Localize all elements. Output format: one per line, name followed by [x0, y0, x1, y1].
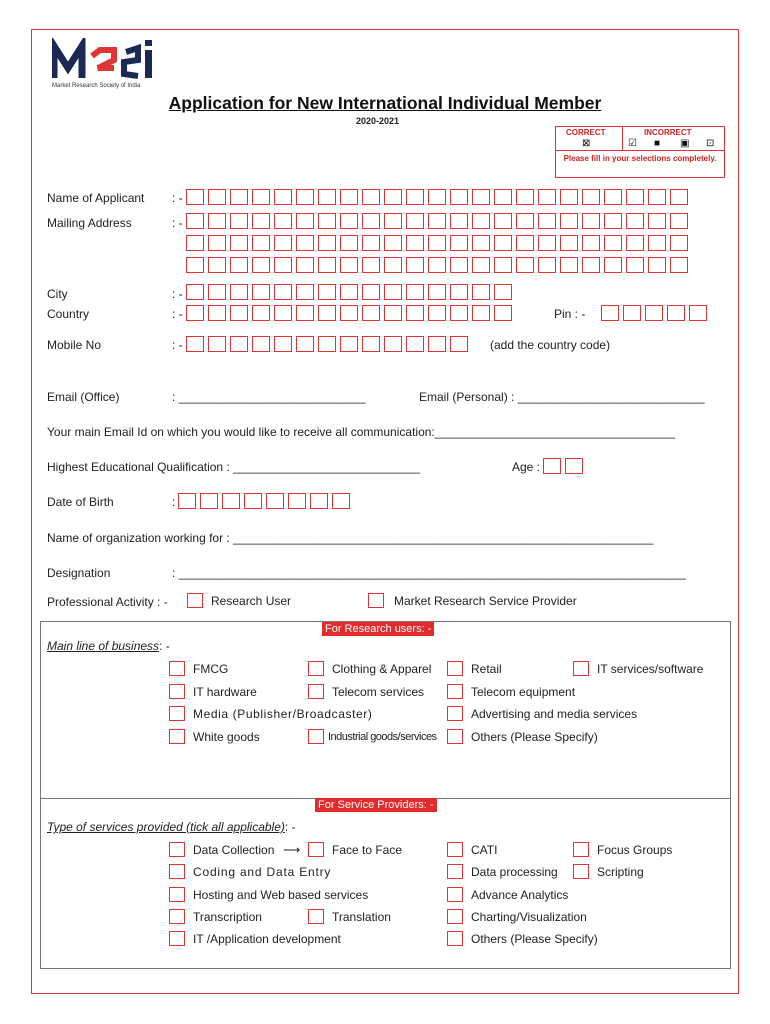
option-transcription[interactable]: [169, 909, 262, 924]
form-title: Application for New International Individual Member: [168, 93, 602, 113]
dob-label: Date of Birth: [47, 495, 114, 509]
char-box[interactable]: [472, 235, 490, 251]
research-user-label: Research User: [211, 593, 292, 608]
char-box[interactable]: [604, 189, 622, 205]
char-box[interactable]: [626, 213, 644, 229]
checkbox[interactable]: [447, 887, 463, 902]
country-label: Country: [47, 307, 90, 321]
checkbox[interactable]: [308, 842, 324, 857]
char-box[interactable]: [670, 235, 688, 251]
option-label: Translation: [332, 909, 391, 924]
mailing-input-line-1[interactable]: [186, 213, 688, 229]
option-label: Scripting: [597, 864, 644, 879]
char-box[interactable]: [450, 305, 468, 321]
dot-square-icon: ⊡: [706, 138, 715, 149]
char-box[interactable]: [274, 284, 292, 300]
checkbox[interactable]: [169, 684, 185, 699]
char-box[interactable]: [450, 336, 468, 352]
option-others-services[interactable]: [447, 931, 598, 946]
char-box[interactable]: [186, 189, 204, 205]
char-box[interactable]: [406, 336, 424, 352]
char-box[interactable]: [406, 189, 424, 205]
option-fmcg[interactable]: [169, 661, 228, 676]
char-box[interactable]: [266, 493, 284, 509]
char-box[interactable]: [340, 189, 358, 205]
char-box[interactable]: [450, 284, 468, 300]
mobile-input[interactable]: [186, 336, 468, 352]
service-provider-checkbox[interactable]: [368, 593, 384, 608]
char-box[interactable]: [296, 305, 314, 321]
designation-input[interactable]: : ____________________________________________________________________________: [172, 566, 686, 580]
char-box[interactable]: [208, 257, 226, 273]
char-box[interactable]: [538, 213, 556, 229]
char-box[interactable]: [582, 235, 600, 251]
char-box[interactable]: [516, 235, 534, 251]
research-user-checkbox[interactable]: [187, 593, 203, 608]
option-clothing[interactable]: [308, 661, 431, 676]
age-label: Age :: [512, 460, 541, 474]
char-box[interactable]: [318, 284, 336, 300]
char-box[interactable]: [670, 257, 688, 273]
mobile-sep: : -: [172, 338, 183, 352]
char-box[interactable]: [494, 284, 512, 300]
char-box[interactable]: [252, 189, 270, 205]
option-label: Advance Analytics: [471, 887, 569, 902]
char-box[interactable]: [252, 336, 270, 352]
char-box[interactable]: [565, 458, 583, 474]
mailing-label: Mailing Address: [47, 216, 132, 230]
checkbox[interactable]: [308, 909, 324, 924]
option-label: Others (Please Specify): [471, 931, 598, 946]
correct-cross-icon: ⊠: [582, 138, 591, 149]
option-label: Advertising and media services: [471, 706, 638, 721]
char-box[interactable]: [230, 336, 248, 352]
checkbox[interactable]: [308, 661, 324, 676]
filled-square-icon: ■: [654, 138, 661, 149]
char-box[interactable]: [648, 235, 666, 251]
char-box[interactable]: [538, 189, 556, 205]
char-box[interactable]: [362, 189, 380, 205]
char-box[interactable]: [428, 284, 446, 300]
option-label: Data processing: [471, 864, 558, 879]
char-box[interactable]: [384, 189, 402, 205]
option-coding[interactable]: [169, 864, 331, 879]
option-label: Clothing & Apparel: [332, 661, 432, 676]
option-data-processing[interactable]: [447, 864, 558, 879]
option-telecom-equipment[interactable]: [447, 684, 575, 699]
char-box[interactable]: [208, 213, 226, 229]
char-box[interactable]: [428, 257, 446, 273]
char-box[interactable]: [340, 305, 358, 321]
research-user-option[interactable]: [187, 593, 291, 608]
char-box[interactable]: [274, 235, 292, 251]
char-box[interactable]: [516, 213, 534, 229]
org-name: Market Research Society of India: [52, 83, 141, 89]
city-sep: : -: [172, 287, 183, 301]
char-box[interactable]: [274, 305, 292, 321]
char-box[interactable]: [340, 284, 358, 300]
option-white-goods[interactable]: [169, 729, 260, 744]
char-box[interactable]: [560, 257, 578, 273]
mobile-label: Mobile No: [47, 338, 102, 352]
char-box[interactable]: [362, 235, 380, 251]
char-box[interactable]: [428, 305, 446, 321]
form-year: 2020-2021: [356, 116, 400, 126]
option-label: Hosting and Web based services: [193, 887, 369, 902]
check-mark-icon: ☑: [628, 138, 637, 149]
char-box[interactable]: [340, 213, 358, 229]
char-box[interactable]: [332, 493, 350, 509]
option-label: Coding and Data Entry: [193, 864, 332, 879]
checkbox[interactable]: [169, 729, 185, 744]
char-box[interactable]: [384, 336, 402, 352]
char-box[interactable]: [230, 284, 248, 300]
char-box[interactable]: [450, 189, 468, 205]
option-label: Face to Face: [332, 842, 403, 857]
char-box[interactable]: [318, 213, 336, 229]
services-subtitle: Type of services provided (tick all applicable): [47, 820, 285, 834]
char-box[interactable]: [472, 284, 490, 300]
char-box[interactable]: [230, 235, 248, 251]
option-label: Others (Please Specify): [471, 729, 598, 744]
name-input[interactable]: [186, 189, 688, 205]
checkbox[interactable]: [447, 909, 463, 924]
char-box[interactable]: [494, 189, 512, 205]
option-translation[interactable]: [308, 909, 391, 924]
char-box[interactable]: [186, 257, 204, 273]
char-box[interactable]: [230, 213, 248, 229]
char-box[interactable]: [178, 493, 196, 509]
char-box[interactable]: [428, 235, 446, 251]
option-it-services[interactable]: [573, 661, 703, 676]
email-office-input[interactable]: : ____________________________: [172, 390, 366, 404]
incorrect-label: INCORRECT: [644, 128, 692, 137]
option-label: Transcription: [193, 909, 262, 924]
option-focus-groups[interactable]: [573, 842, 672, 857]
char-box[interactable]: [450, 213, 468, 229]
char-box[interactable]: [428, 189, 446, 205]
char-box[interactable]: [472, 189, 490, 205]
char-box[interactable]: [362, 213, 380, 229]
char-box[interactable]: [648, 213, 666, 229]
char-box[interactable]: [274, 189, 292, 205]
option-it-hardware[interactable]: [169, 684, 257, 699]
char-box[interactable]: [340, 235, 358, 251]
char-box[interactable]: [230, 189, 248, 205]
email-office-label: Email (Office): [47, 390, 120, 404]
char-box[interactable]: [384, 235, 402, 251]
option-label: CATI: [471, 842, 498, 857]
pin-label: Pin : -: [554, 307, 586, 321]
option-label: FMCG: [193, 661, 229, 676]
char-box[interactable]: [428, 213, 446, 229]
char-box[interactable]: [667, 305, 685, 321]
char-box[interactable]: [604, 235, 622, 251]
checkbox[interactable]: [447, 842, 463, 857]
correct-label: CORRECT: [566, 128, 606, 137]
char-box[interactable]: [362, 336, 380, 352]
char-box[interactable]: [340, 257, 358, 273]
char-box[interactable]: [318, 257, 336, 273]
char-box[interactable]: [208, 189, 226, 205]
city-label: City: [47, 287, 68, 301]
checkbox[interactable]: [447, 864, 463, 879]
char-box[interactable]: [244, 493, 262, 509]
professional-activity-label: Professional Activity : -: [47, 595, 168, 609]
char-box[interactable]: [318, 189, 336, 205]
option-it-application[interactable]: [169, 931, 341, 946]
service-provider-label: Market Research Service Provider: [394, 593, 577, 608]
option-label: Industrial goods/services: [328, 730, 437, 743]
option-label: Retail: [471, 661, 502, 676]
checkbox[interactable]: [169, 842, 185, 857]
char-box[interactable]: [648, 189, 666, 205]
char-box[interactable]: [626, 257, 644, 273]
mobile-hint: (add the country code): [490, 338, 611, 352]
checkbox[interactable]: [169, 864, 185, 879]
char-box[interactable]: [472, 257, 490, 273]
organization-input[interactable]: Name of organization working for : _______________________________________________________________: [47, 531, 654, 545]
char-box[interactable]: [494, 257, 512, 273]
char-box[interactable]: [516, 189, 534, 205]
char-box[interactable]: [582, 257, 600, 273]
char-box[interactable]: [601, 305, 619, 321]
checkbox[interactable]: [447, 729, 463, 744]
char-box[interactable]: [296, 336, 314, 352]
char-box[interactable]: [538, 235, 556, 251]
char-box[interactable]: [384, 284, 402, 300]
char-box[interactable]: [450, 257, 468, 273]
research-users-header: For Research users: -: [322, 622, 434, 636]
char-box[interactable]: [560, 235, 578, 251]
option-label: White goods: [193, 729, 260, 744]
char-box[interactable]: [340, 336, 358, 352]
char-box[interactable]: [296, 257, 314, 273]
char-box[interactable]: [604, 257, 622, 273]
option-label: Charting/Visualization: [471, 909, 587, 924]
checkbox[interactable]: [573, 661, 589, 676]
char-box[interactable]: [384, 257, 402, 273]
checkbox[interactable]: [169, 661, 185, 676]
main-line-of-business-subtitle: Main line of business: [47, 639, 160, 653]
main-line-suffix: : -: [159, 639, 170, 653]
checkbox[interactable]: [308, 729, 324, 744]
char-box[interactable]: [252, 305, 270, 321]
char-box[interactable]: [582, 213, 600, 229]
checkbox[interactable]: [169, 887, 185, 902]
char-box[interactable]: [186, 305, 204, 321]
char-box[interactable]: [208, 284, 226, 300]
option-advance-analytics[interactable]: [447, 887, 568, 902]
name-label: Name of Applicant: [47, 191, 145, 205]
option-scripting[interactable]: [573, 864, 644, 879]
char-box[interactable]: [450, 235, 468, 251]
char-box[interactable]: [186, 235, 204, 251]
option-label: IT services/software: [597, 661, 704, 676]
char-box[interactable]: [406, 257, 424, 273]
char-box[interactable]: [472, 305, 490, 321]
option-cati[interactable]: [447, 842, 497, 857]
char-box[interactable]: [252, 235, 270, 251]
qualification-input[interactable]: Highest Educational Qualification : ____________________________: [47, 460, 420, 474]
char-box[interactable]: [296, 213, 314, 229]
char-box[interactable]: [538, 257, 556, 273]
char-box[interactable]: [670, 189, 688, 205]
char-box[interactable]: [494, 213, 512, 229]
option-label: Focus Groups: [597, 842, 673, 857]
option-label: Telecom services: [332, 684, 425, 699]
char-box[interactable]: [318, 235, 336, 251]
char-box[interactable]: [543, 458, 561, 474]
option-advertising[interactable]: [447, 706, 637, 721]
option-label: IT hardware: [193, 684, 257, 699]
checkbox[interactable]: [447, 661, 463, 676]
main-line-of-business-title: [47, 639, 170, 653]
mrsi-logo: [52, 38, 156, 85]
arrow-right-icon: ⟶: [283, 843, 301, 857]
option-others-research[interactable]: [447, 729, 598, 744]
char-box[interactable]: [186, 336, 204, 352]
checkbox[interactable]: [169, 931, 185, 946]
char-box[interactable]: [384, 213, 402, 229]
char-box[interactable]: [230, 305, 248, 321]
char-box[interactable]: [560, 189, 578, 205]
char-box[interactable]: [406, 213, 424, 229]
option-label: Media (Publisher/Broadcaster): [193, 706, 373, 721]
char-box[interactable]: [604, 213, 622, 229]
char-box[interactable]: [648, 257, 666, 273]
email-personal-input[interactable]: Email (Personal) : ____________________________: [419, 390, 705, 404]
country-input[interactable]: [186, 305, 512, 321]
service-providers-header: For Service Providers: -: [315, 798, 437, 812]
checkbox[interactable]: [169, 909, 185, 924]
option-data-collection[interactable]: [169, 842, 274, 857]
option-media[interactable]: [169, 706, 372, 721]
char-box[interactable]: [252, 284, 270, 300]
char-box[interactable]: [689, 305, 707, 321]
checkbox[interactable]: [169, 706, 185, 721]
char-box[interactable]: [222, 493, 240, 509]
option-retail[interactable]: [447, 661, 502, 676]
char-box[interactable]: [406, 235, 424, 251]
option-telecom-services[interactable]: [308, 684, 424, 699]
age-input[interactable]: [543, 458, 583, 474]
mailing-input-line-2[interactable]: [186, 235, 688, 251]
checkbox[interactable]: [447, 684, 463, 699]
option-industrial[interactable]: [308, 729, 437, 744]
char-box[interactable]: [670, 213, 688, 229]
checkbox[interactable]: [573, 864, 589, 879]
inner-square-icon: ▣: [680, 138, 690, 149]
char-box[interactable]: [186, 284, 204, 300]
char-box[interactable]: [274, 257, 292, 273]
char-box[interactable]: [252, 257, 270, 273]
char-box[interactable]: [362, 284, 380, 300]
fill-legend: [555, 126, 725, 178]
char-box[interactable]: [494, 305, 512, 321]
char-box[interactable]: [645, 305, 663, 321]
service-provider-option[interactable]: [368, 593, 577, 608]
mailing-sep: : -: [172, 216, 183, 230]
main-email-input[interactable]: Your main Email Id on which you would like to receive all communication:____________________________________: [47, 425, 676, 439]
dob-sep: :: [172, 495, 176, 509]
checkbox[interactable]: [447, 706, 463, 721]
option-label: Data Collection: [193, 842, 275, 857]
char-box[interactable]: [516, 257, 534, 273]
option-hosting[interactable]: [169, 887, 368, 902]
designation-label: Designation: [47, 566, 111, 580]
char-box[interactable]: [406, 284, 424, 300]
char-box[interactable]: [274, 336, 292, 352]
char-box[interactable]: [384, 305, 402, 321]
services-title: [47, 820, 296, 834]
char-box[interactable]: [428, 336, 446, 352]
dob-input[interactable]: [178, 493, 350, 509]
pin-input[interactable]: [601, 305, 707, 321]
char-box[interactable]: [208, 305, 226, 321]
option-label: Telecom equipment: [471, 684, 576, 699]
char-box[interactable]: [288, 493, 306, 509]
char-box[interactable]: [318, 336, 336, 352]
char-box[interactable]: [296, 189, 314, 205]
name-sep: : -: [172, 191, 183, 205]
char-box[interactable]: [208, 336, 226, 352]
city-input[interactable]: [186, 284, 512, 300]
char-box[interactable]: [296, 235, 314, 251]
checkbox[interactable]: [447, 931, 463, 946]
legend-note: Please fill in your selections completely.: [563, 154, 717, 163]
char-box[interactable]: [560, 213, 578, 229]
mailing-input-line-3[interactable]: [186, 257, 688, 273]
char-box[interactable]: [623, 305, 641, 321]
char-box[interactable]: [200, 493, 218, 509]
char-box[interactable]: [626, 235, 644, 251]
char-box[interactable]: [296, 284, 314, 300]
char-box[interactable]: [472, 213, 490, 229]
char-box[interactable]: [406, 305, 424, 321]
option-charting[interactable]: [447, 909, 587, 924]
char-box[interactable]: [362, 305, 380, 321]
char-box[interactable]: [582, 189, 600, 205]
char-box[interactable]: [310, 493, 328, 509]
option-label: IT /Application development: [193, 931, 341, 946]
checkbox[interactable]: [573, 842, 589, 857]
char-box[interactable]: [362, 257, 380, 273]
char-box[interactable]: [186, 213, 204, 229]
char-box[interactable]: [252, 213, 270, 229]
option-face-to-face[interactable]: [308, 842, 402, 857]
char-box[interactable]: [208, 235, 226, 251]
char-box[interactable]: [318, 305, 336, 321]
country-sep: : -: [172, 307, 183, 321]
services-suffix: : -: [284, 820, 296, 834]
checkbox[interactable]: [308, 684, 324, 699]
char-box[interactable]: [494, 235, 512, 251]
char-box[interactable]: [274, 213, 292, 229]
char-box[interactable]: [626, 189, 644, 205]
char-box[interactable]: [230, 257, 248, 273]
